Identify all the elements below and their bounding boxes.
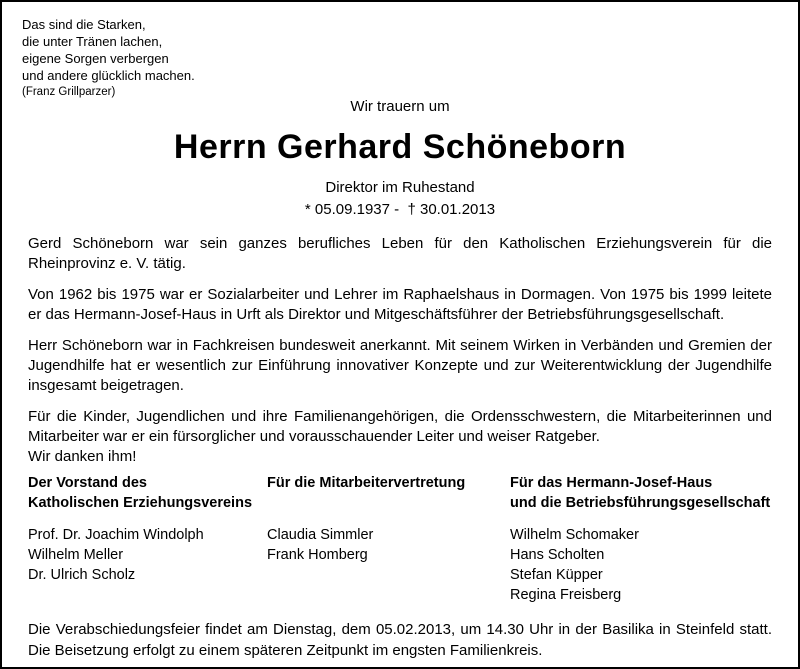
signature-names <box>28 525 252 585</box>
signature-heading: Katholischen Erziehungsvereins <box>28 495 253 511</box>
signature-heading: Der Vorstand des <box>28 475 147 491</box>
signature-column-board <box>28 473 252 585</box>
paragraph: Gerd Schöneborn war sein ganzes berufliches Leben für den Katholischen Erziehungsverein für die Rheinprovinz e. V. tätig. <box>28 235 772 272</box>
signature-heading: und die Betriebsführungsgesellschaft <box>510 495 771 511</box>
paragraph: Herr Schöneborn war in Fachkreisen bundesweit anerkannt. Mit seinem Wirken in Verbänden und Gremien der Jugendhilfe hat er wesentlich zur Einführung innovativer Konzepte und zur Weiterentwicklung der Jugendhilfe insgesamt beigetragen. <box>28 337 772 394</box>
quote-line: eigene Sorgen verbergen <box>22 51 169 66</box>
role-and-dates <box>2 177 798 221</box>
quote-author: (Franz Grillparzer) <box>22 86 116 98</box>
signatory-name: Wilhelm Meller <box>28 547 124 563</box>
signature-column-house <box>510 473 770 605</box>
signatory-name: Dr. Ulrich Scholz <box>28 567 136 583</box>
quote-block <box>22 16 195 101</box>
signatory-name: Claudia Simmler <box>267 527 374 543</box>
deceased-role: Direktor im Ruhestand <box>325 179 475 196</box>
signature-heading: Für die Mitarbeitervertretung <box>267 475 466 491</box>
signatory-name: Regina Freisberg <box>510 587 622 603</box>
paragraph: Von 1962 bis 1975 war er Sozialarbeiter und Lehrer im Raphaelshaus in Dormagen. Von 1975 bis 1999 leitete er das Hermann-Josef-Haus in Urft als Direktor und Mitgeschäftsführer der Betriebsführungsgesellschaft. <box>28 286 772 323</box>
intro-text: Wir trauern um <box>350 98 450 115</box>
signatory-name: Frank Homberg <box>267 547 368 563</box>
signatory-name: Prof. Dr. Joachim Windolph <box>28 527 204 543</box>
paragraph: Für die Kinder, Jugendlichen und ihre Familienangehörigen, die Ordensschwestern, die Mitarbeiterinnen und Mitarbeiter war er ein fürsorglicher und vorausschauender Leiter und weiser Ratgeber. <box>28 408 772 445</box>
signature-heading-spacer <box>267 493 465 513</box>
signatory-name: Hans Scholten <box>510 547 605 563</box>
body-text <box>28 234 772 478</box>
signature-names <box>510 525 770 605</box>
quote-line: die unter Tränen lachen, <box>22 34 163 49</box>
signature-column-staff <box>267 473 465 565</box>
signatory-name: Stefan Küpper <box>510 567 603 583</box>
ceremony-info: Die Verabschiedungsfeier findet am Dienstag, dem 05.02.2013, um 14.30 Uhr in der Basilika in Steinfeld statt. Die Beisetzung erfolgt zu einem späteren Zeitpunkt im engsten Familienkreis. <box>28 621 772 659</box>
signatory-name: Wilhelm Schomaker <box>510 527 639 543</box>
quote-line: und andere glücklich machen. <box>22 68 195 83</box>
signature-heading: Für das Hermann-Josef-Haus <box>510 475 713 491</box>
quote-line: Das sind die Starken, <box>22 17 146 32</box>
life-dates: * 05.09.1937 - † 30.01.2013 <box>304 201 496 218</box>
paragraph-thanks: Wir danken ihm! <box>28 448 137 465</box>
deceased-name: Herrn Gerhard Schöneborn <box>173 128 627 166</box>
signature-names <box>267 525 465 565</box>
